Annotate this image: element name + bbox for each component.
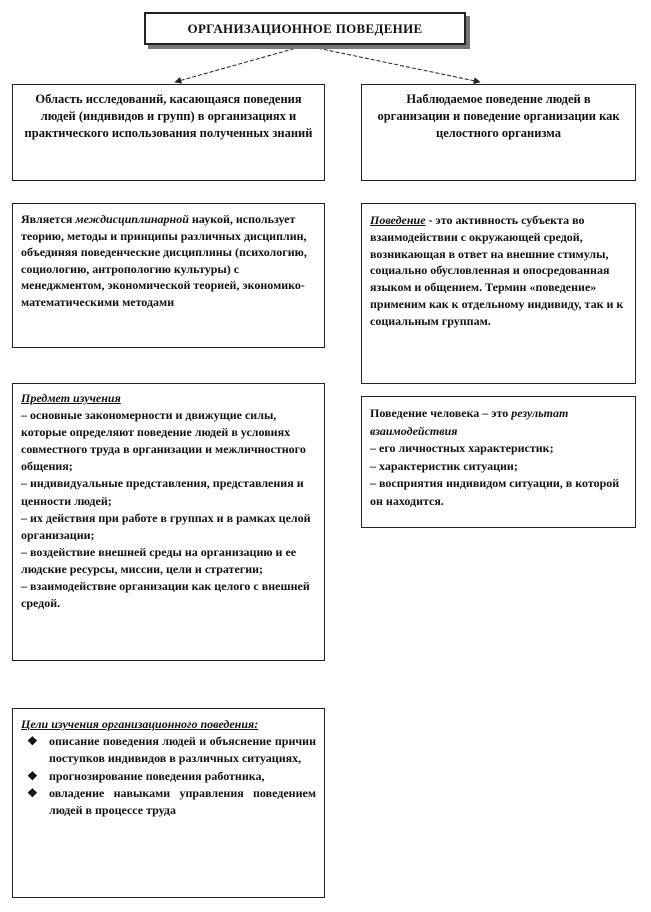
diamond-bullet-icon: ❖ (27, 785, 38, 800)
human-behavior-box: Поведение человека – это результат взаимодействия – его личностных характеристик; – характеристик ситуации; – восприятия индивидом ситуации, в которой он находится. (361, 396, 636, 528)
factor-item: – восприятия индивидом ситуации, в которой он находится. (370, 476, 620, 508)
subject-of-study-box (12, 383, 325, 661)
arrow-to-left-box (175, 47, 300, 82)
diagram-title: ОРГАНИЗАЦИОННОЕ ПОВЕДЕНИЕ (144, 12, 466, 45)
diamond-bullet-icon: ❖ (27, 768, 38, 783)
subject-item: – основные закономерности и движущие силы, которые определяют поведение людей в условиях совместного труда в организации и межличностного общения; (21, 408, 306, 474)
subject-item: – их действия при работе в группах и в рамках целой организации; (21, 510, 311, 542)
study-goals-box (12, 708, 325, 898)
subject-item: – воздействие внешней среды на организацию и ее людские ресурсы, миссии, цели и стратегии; (21, 544, 297, 576)
observed-behavior-box: Наблюдаемое поведение людей в организации и поведение организации как целостного организма (361, 84, 636, 181)
subject-item: – индивидуальные представления, представления и ценности людей; (21, 476, 304, 508)
subject-item: – взаимодействие организации как целого с внешней средой. (21, 579, 310, 611)
interdisciplinary-term: междисциплинарной (75, 212, 189, 226)
behavior-definition-box: Поведение - это активность субъекта во взаимодействии с окружающей средой, возникающая в ответ на внешние стимулы, социально обусловленная и опосредованная языком и общением. Термин «поведение» применим как к отдельному индивиду, так и к социальным группам. (361, 203, 636, 384)
goals-list (21, 733, 316, 819)
goal-item: ❖ описание поведения людей и объяснение причин поступков индивидов в различных ситуациях, (27, 734, 316, 766)
goal-item: ❖ овладение навыками управления поведением людей в процессе труда (27, 785, 316, 818)
interdisciplinary-science-box: Является междисциплинарной наукой, использует теорию, методы и принципы различных дисциплин, объединяя поведенческие дисциплины (психологию, социологию, антропологию культуры) с менеджментом, экономической теорией, экономико-математическими методами (12, 203, 325, 348)
arrow-to-right-box (312, 47, 480, 82)
goal-item: ❖ прогнозирование поведения работника, (21, 768, 316, 785)
factor-item: – его личностных характеристик; (370, 441, 554, 455)
interaction-result-term: результат взаимодействия (370, 406, 569, 438)
research-area-box: Область исследований, касающаяся поведения людей (индивидов и групп) в организациях и практического использования полученных знаний (12, 84, 325, 181)
factor-item: – характеристик ситуации; (370, 458, 518, 473)
subject-heading: Предмет изучения (21, 391, 121, 405)
diamond-bullet-icon: ❖ (27, 734, 38, 749)
behavior-term: Поведение (370, 213, 426, 227)
goals-heading: Цели изучения организационного поведения: (21, 717, 259, 731)
